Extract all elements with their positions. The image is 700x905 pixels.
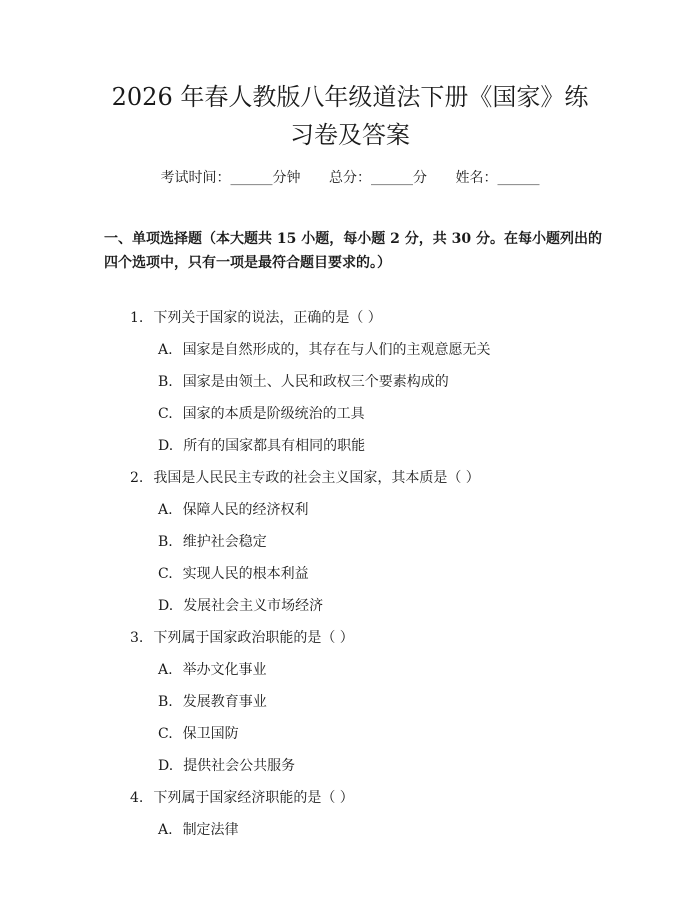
question-3-option-b (158, 692, 267, 712)
page-title (60, 78, 640, 154)
option-text: 维护社会稳定 (182, 534, 267, 550)
total-score-field: 总分：______分 (329, 170, 427, 186)
question-stem: 下列关于国家的说法，正确的是（ ） (153, 310, 382, 326)
option-text: 保卫国防 (182, 726, 239, 742)
question-stem: 下列属于国家经济职能的是（ ） (153, 790, 354, 806)
option-text: 发展社会主义市场经济 (183, 598, 324, 614)
option-letter: A. (158, 822, 173, 838)
question-3 (130, 628, 354, 648)
option-letter: C. (158, 566, 173, 582)
question-number: 4. (130, 790, 144, 806)
question-2-option-b (158, 532, 267, 552)
question-2-option-c (158, 564, 309, 584)
option-letter: A. (158, 662, 173, 678)
option-text: 国家是由领土、人民和政权三个要素构成的 (182, 374, 449, 390)
option-text: 发展教育事业 (182, 694, 267, 710)
question-1 (130, 308, 382, 328)
option-letter: D. (158, 598, 174, 614)
question-1-option-d (158, 436, 365, 456)
question-2-option-a (158, 500, 309, 520)
question-1-option-c (158, 404, 365, 424)
option-letter: B. (158, 694, 173, 710)
question-number: 2. (130, 470, 144, 486)
question-number: 1. (130, 310, 144, 326)
option-text: 制定法律 (182, 822, 239, 838)
question-3-option-c (158, 724, 239, 744)
question-2-option-d (158, 596, 323, 616)
title-line-2: 习卷及答案 (290, 121, 410, 149)
option-text: 提供社会公共服务 (183, 758, 296, 774)
option-text: 国家的本质是阶级统治的工具 (182, 406, 365, 422)
option-letter: C. (158, 406, 173, 422)
question-3-option-a (158, 660, 267, 680)
section-heading: 一、单项选择题（本大题共 15 小题，每小题 2 分，共 30 分。在每小题列出的四个选项中，只有一项是最符合题目要求的。） (104, 231, 602, 271)
question-4 (130, 788, 354, 808)
exam-meta (0, 168, 700, 188)
question-stem: 下列属于国家政治职能的是（ ） (153, 630, 354, 646)
question-1-option-a (158, 340, 491, 360)
question-4-option-a (158, 820, 239, 840)
question-stem: 我国是人民民主专政的社会主义国家，其本质是（ ） (153, 470, 480, 486)
title-line-1: 2026 年春人教版八年级道法下册《国家》练 (111, 83, 589, 111)
option-text: 保障人民的经济权利 (182, 502, 309, 518)
question-2 (130, 468, 480, 488)
option-letter: C. (158, 726, 173, 742)
option-text: 举办文化事业 (182, 662, 267, 678)
student-name-field: 姓名：______ (455, 170, 540, 186)
option-letter: D. (158, 438, 174, 454)
question-3-option-d (158, 756, 295, 776)
option-letter: B. (158, 534, 173, 550)
option-letter: A. (158, 342, 173, 358)
option-letter: D. (158, 758, 174, 774)
question-number: 3. (130, 630, 144, 646)
option-letter: B. (158, 374, 173, 390)
option-letter: A. (158, 502, 173, 518)
option-text: 所有的国家都具有相同的职能 (183, 438, 366, 454)
option-text: 国家是自然形成的，其存在与人们的主观意愿无关 (182, 342, 491, 358)
option-text: 实现人民的根本利益 (182, 566, 309, 582)
question-1-option-b (158, 372, 449, 392)
exam-time-field: 考试时间：______分钟 (160, 170, 301, 186)
